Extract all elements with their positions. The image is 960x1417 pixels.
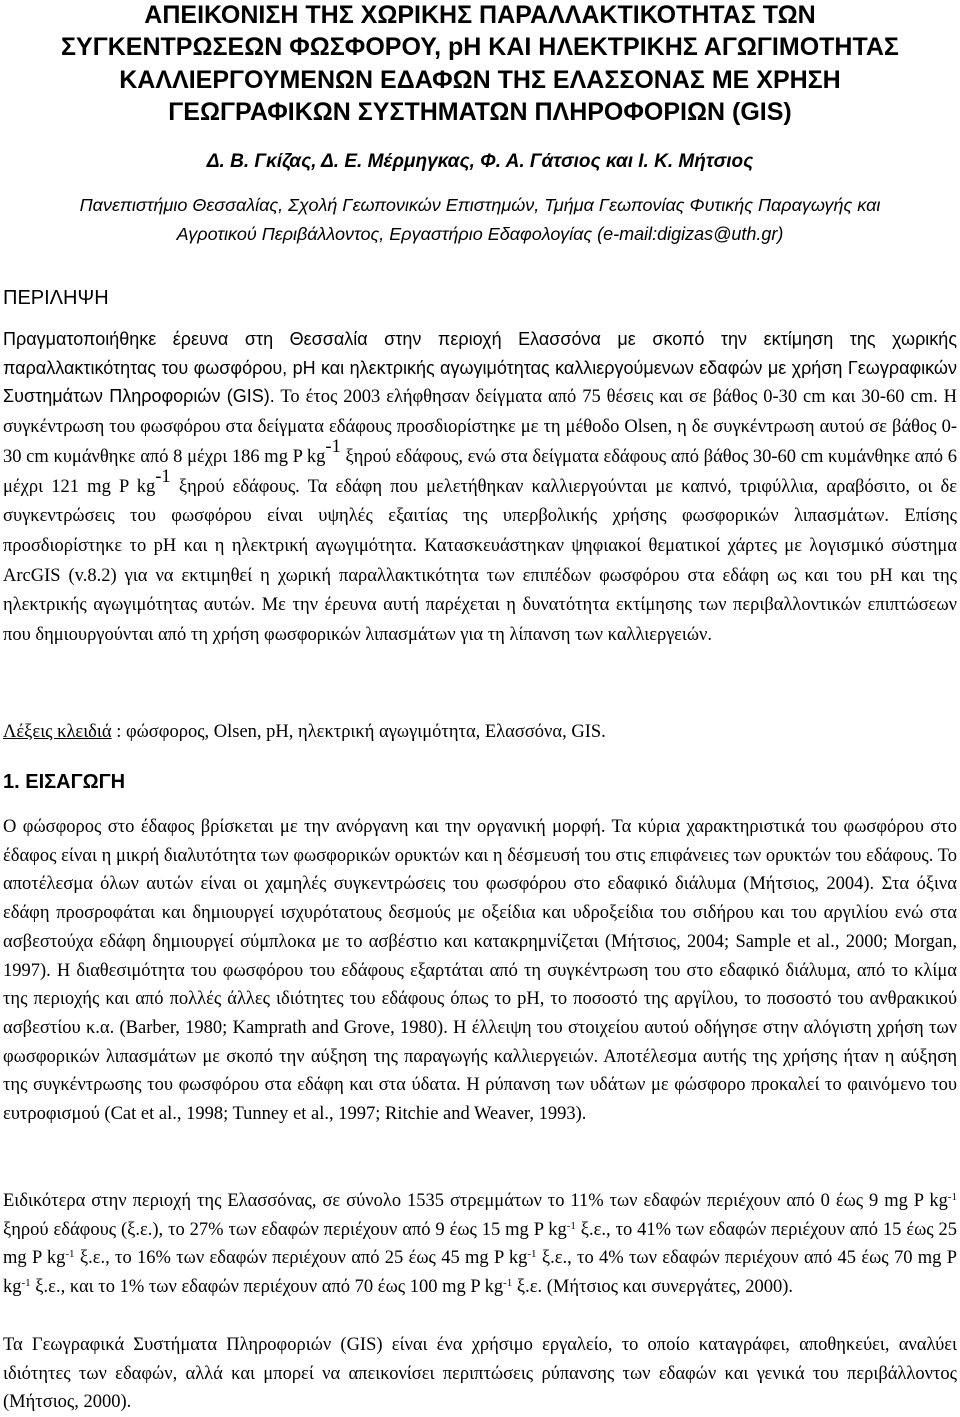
keywords-label: Λέξεις κλειδιά [3,722,112,742]
abstract-text-part: Το έτος 2003 ελήφθησαν δείγματα από 75 θέσεις και σε βάθος 0-30 cm και 30-60 cm. Η συγκέντρωση του φωσφόρου στα δείγματα εδάφους προσδιορίστηκε με τη μέθοδο Olsen, η δε συγκέντρωση αυτού σε βάθος 0-30 cm κυμάνθηκε από 8 μέχρι 186 mg P kg [3,387,957,467]
abstract-text-part: ξηρού εδάφους, ενώ στα δείγματα εδάφους από βάθος 30-60 cm κυμάνθηκε από 6 μέχρι 121 mg P kg [3,446,957,497]
affiliation-line: Αγροτικού Περιβάλλοντος, Εργαστήριο Εδαφολογίας (e-mail:digizas@uth.gr) [176,224,784,244]
abstract-text-part: ξηρού εδάφους. Τα εδάφη που μελετήθηκαν καλλιεργούνται με καπνό, τριφύλλια, αραβόσιτο, οι δε συγκεντρώσεις του φωσφόρου είναι υψηλές εξαιτίας της υπερβολικής χρήσης φωσφορικών λιπασμάτων. Επίσης προσδιορίστηκε το pH και η ηλεκτρική αγωγιμότητα. Κατασκευάστηκαν ψηφιακοί θεματικοί χάρτες με λογισμικό σύστημα ArcGIS (v.8.2) για να εκτιμηθεί η χωρική παραλλακτικότητα των επιπέδων φωσφόρου στα εδάφη ως και του pH και της ηλεκτρικής αγωγιμότητας αυτών. Με την έρευνα αυτή παρέχεται η δυνατότητα εκτίμησης των περιβαλλοντικών επιπτώσεων που δημιουργούνται από τη χρήση φωσφορικών λιπασμάτων για τη λίπανση των καλλιεργειών. [3,476,957,646]
text-part: ξ.ε. (Μήτσιος και συνεργάτες, 2000). [512,1277,794,1298]
superscript: -1 [503,1277,513,1290]
superscript: -1 [527,1248,537,1261]
author-list: Δ. Β. Γκίζας, Δ. Ε. Μέρμηγκας, Φ. Α. Γάτσιος και Ι. Κ. Μήτσιος [206,151,754,172]
affiliation-line: Πανεπιστήμιο Θεσσαλίας, Σχολή Γεωπονικών Επιστημών, Τμήμα Γεωπονίας Φυτικής Παραγωγής και [79,195,881,215]
keywords-text: : φώσφορος, Olsen, pH, ηλεκτρική αγωγιμότητα, Ελασσόνα, GIS. [111,722,606,742]
abstract-paragraph [3,325,957,650]
introduction-heading: 1. ΕΙΣΑΓΩΓΗ [3,771,126,793]
superscript: -1 [21,1277,31,1290]
keywords-line [3,718,957,747]
title-line: ΣΥΓΚΕΝΤΡΩΣΕΩΝ ΦΩΣΦΟΡΟΥ, pH ΚΑΙ ΗΛΕΚΤΡΙΚΗΣ ΑΓΩΓΙΜΟΤΗΤΑΣ [61,33,899,62]
abstract-text-part: Πραγματοποιήθηκε έρευνα στη Θεσσαλία στην περιοχή Ελασσόνα με σκοπό την εκτίμηση της χωρικής παραλλακτικότητας του φωσφόρου, pH και ηλεκτρικής αγωγιμότητας καλλιεργούμενων εδαφών με χρήση Γεωγραφικών Συστημάτων Πληροφοριών (GIS). [3,329,957,407]
introduction-paragraph [3,1187,957,1302]
title-line: ΚΑΛΛΙΕΡΓΟΥΜΕΝΩΝ ΕΔΑΦΩΝ ΤΗΣ ΕΛΑΣΣΟΝΑΣ ΜΕ ΧΡΗΣΗ [119,65,841,94]
text-part: ξηρού εδάφους (ξ.ε.), το 27% των εδαφών περιέχουν από 9 έως 15 mg P kg [3,1219,567,1240]
text-part: ξ.ε., το 16% των εδαφών περιέχουν από 25 έως 45 mg P kg [74,1248,528,1269]
superscript: -1 [65,1248,75,1261]
text-part: ξ.ε., και το 1% των εδαφών περιέχουν από 70 έως 100 mg P kg [30,1277,504,1298]
affiliation [0,191,960,249]
introduction-paragraph: Ο φώσφορος στο έδαφος βρίσκεται με την ανόργανη και την οργανική μορφή. Τα κύρια χαρακτηριστικά του φωσφόρου στο έδαφος είναι η μικρή διαλυτότητα των φωσφορικών ορυκτών και η δέσμευσή του στις επιφάνειες των ορυκτών του εδάφους. Το αποτέλεσμα όλων αυτών είναι οι χαμηλές συγκεντρώσεις του φωσφόρου στο εδαφικό διάλυμα (Μήτσιος, 2004). Στα όξινα εδάφη προσροφάται και δημιουργεί ισχυρότατους δεσμούς με οξείδια και υδροξείδια του σιδήρου και του αργιλίου ενώ στα ασβεστούχα εδάφη δημιουργεί σύμπλοκα με το ασβέστιο και κατακρημνίζεται (Μήτσιος, 2004; Sample et al., 2000; Morgan, 1997). Η διαθεσιμότητα του φωσφόρου του εδάφους εξαρτάται από τη συγκέντρωση του στο εδαφικό διάλυμα, από το κλίμα της περιοχής και από πολλές άλλες ιδιότητες του εδάφους όπως το pH, το ποσοστό της αργίλου, το ποσοστό του ανθρακικού ασβεστίου κ.α. (Barber, 1980; Kamprath and Grove, 1980). Η έλλειψη του στοιχείου αυτού οδήγησε στην αλόγιστη χρήση των φωσφορικών λιπασμάτων με σκοπό την αύξηση της παραγωγής καλλιεργειών. Αποτέλεσμα αυτής της χρήσης ήταν η αύξηση της συγκέντρωσης του φωσφόρου στα εδάφη και στα ύδατα. Η ρύπανση των υδάτων με φώσφορο προκαλεί το φαινόμενο του ευτροφισμού (Cat et al., 1998; Tunney et al., 1997; Ritchie and Weaver, 1993). [3,817,957,1125]
title-line: ΑΠΕΙΚΟΝΙΣΗ ΤΗΣ ΧΩΡΙΚΗΣ ΠΑΡΑΛΛΑΚΤΙΚΟΤΗΤΑΣ ΤΩΝ [144,1,816,29]
title-line: ΓΕΩΓΡΑΦΙΚΩΝ ΣΥΣΤΗΜΑΤΩΝ ΠΛΗΡΟΦΟΡΙΩΝ (GIS) [168,98,792,127]
superscript: -1 [325,436,341,457]
introduction-paragraph: Τα Γεωγραφικά Συστήματα Πληροφοριών (GIS) είναι ένα χρήσιμο εργαλείο, το οποίο καταγράφει, αποθηκεύει, αναλύει ιδιότητες των εδαφών, αλλά και μπορεί να απεικονίσει περιπτώσεις ρύπανσης των εδαφών και γενικά του περιβάλλοντος (Μήτσιος, 2000). [3,1335,957,1413]
text-part: ξ.ε., το 41% των εδαφών περιέχουν από 15 έως 25 mg P kg [3,1219,957,1269]
superscript: -1 [566,1219,576,1232]
paper-title [0,0,960,129]
superscript: -1 [947,1190,957,1203]
abstract-heading: ΠΕΡΙΛΗΨΗ [3,287,109,309]
text-part: Ειδικότερα στην περιοχή της Ελασσόνας, σε σύνολο 1535 στρεμμάτων το 11% των εδαφών περιέχουν από 0 έως 9 mg P kg [3,1191,948,1211]
text-part: ξ.ε., το 4% των εδαφών περιέχουν από 45 έως 70 mg P kg [3,1248,957,1298]
superscript: -1 [155,466,171,487]
